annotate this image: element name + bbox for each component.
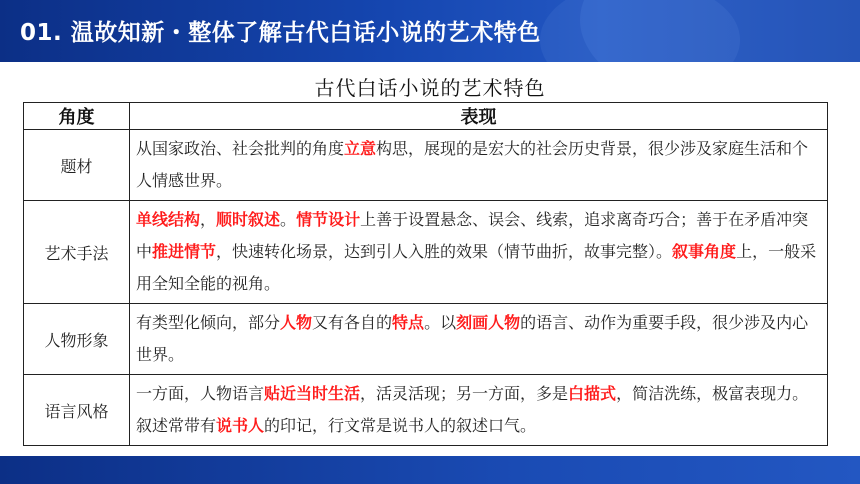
column-header-expression: 表现 bbox=[130, 103, 828, 130]
table-title: 古代白话小说的艺术特色 bbox=[314, 76, 546, 100]
highlighted-keyword: 顺时叙述 bbox=[216, 210, 281, 229]
highlighted-keyword: 贴近当时生活 bbox=[264, 384, 361, 403]
column-header-aspect: 角度 bbox=[24, 103, 130, 130]
text-segment: 有类型化倾向，部分 bbox=[136, 313, 281, 332]
row-aspect-cell: 语言风格 bbox=[24, 375, 130, 446]
row-aspect-cell: 题材 bbox=[24, 130, 130, 201]
text-segment: 。 bbox=[280, 210, 297, 229]
text-segment: 。以 bbox=[424, 313, 457, 332]
text-segment: ，活灵活现；另一方面，多是 bbox=[360, 384, 569, 403]
highlighted-keyword: 白描式 bbox=[568, 384, 617, 403]
text-segment: 上，一般采用全知全能的视角。 bbox=[136, 242, 817, 293]
text-segment: 从国家政治、社会批判的角度 bbox=[136, 139, 345, 158]
row-expression-cell bbox=[130, 130, 828, 201]
highlighted-keyword: 叙事角度 bbox=[672, 242, 737, 261]
table-header-row bbox=[24, 103, 828, 130]
text-segment: ， bbox=[200, 210, 217, 229]
highlighted-keyword: 推进情节 bbox=[152, 242, 217, 261]
highlighted-keyword: 人物 bbox=[280, 313, 313, 332]
page-title: 01. 温故知新・整体了解古代白话小说的艺术特色 bbox=[20, 20, 541, 46]
row-expression-cell bbox=[130, 304, 828, 375]
highlighted-keyword: 说书人 bbox=[216, 416, 265, 435]
text-segment: ，快速转化场景，达到引人入胜的效果（情节曲折，故事完整）。 bbox=[216, 242, 673, 261]
highlighted-keyword: 立意 bbox=[344, 139, 377, 158]
row-aspect-cell: 艺术手法 bbox=[24, 201, 130, 304]
table-row bbox=[24, 130, 828, 201]
row-expression-cell bbox=[130, 201, 828, 304]
highlighted-keyword: 刻画人物 bbox=[456, 313, 521, 332]
header-banner bbox=[0, 0, 860, 62]
text-segment: ，简洁洗练，极富表现力。叙述常带有 bbox=[136, 384, 809, 435]
text-segment: 的印记，行文常是说书人的叙述口气。 bbox=[264, 416, 537, 435]
table-row bbox=[24, 375, 828, 446]
highlighted-keyword: 特点 bbox=[392, 313, 425, 332]
row-expression-cell bbox=[130, 375, 828, 446]
table-row bbox=[24, 201, 828, 304]
features-table bbox=[23, 102, 828, 446]
footer-bar bbox=[0, 456, 860, 484]
text-segment: 一方面，人物语言 bbox=[136, 384, 265, 403]
text-segment: 构思，展现的是宏大的社会历史背景，很少涉及家庭生活和个人情感世界。 bbox=[136, 139, 809, 190]
table-row bbox=[24, 304, 828, 375]
header-decoration bbox=[540, 0, 740, 62]
text-segment: 上善于设置悬念、误会、线索，追求离奇巧合；善于在矛盾冲突中 bbox=[136, 210, 809, 261]
text-segment: 又有各自的 bbox=[312, 313, 393, 332]
text-segment: 的语言、动作为重要手段，很少涉及内心世界。 bbox=[136, 313, 809, 364]
highlighted-keyword: 情节设计 bbox=[296, 210, 361, 229]
row-aspect-cell: 人物形象 bbox=[24, 304, 130, 375]
highlighted-keyword: 单线结构 bbox=[136, 210, 201, 229]
